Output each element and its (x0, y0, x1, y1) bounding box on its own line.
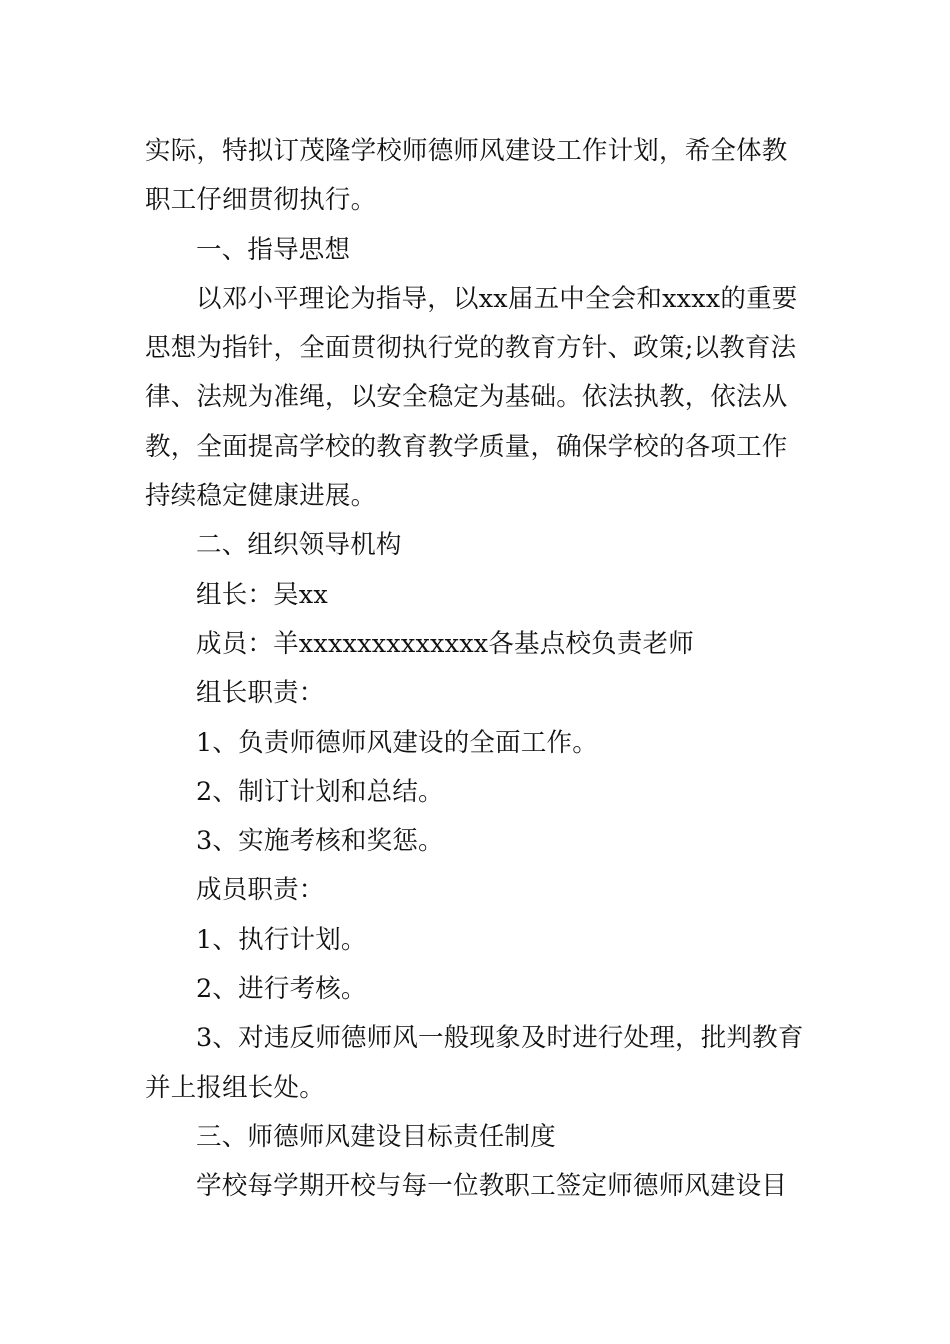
list-item-member-duty-3: 3、对违反师德师风一般现象及时进行处理，批判教育并上报组长处。 (145, 1023, 804, 1103)
document-body (145, 127, 810, 1212)
list-item-member-duty-1: 1、执行计划。 (196, 924, 367, 955)
list-item-leader-duty-1: 1、负责师德师风建设的全面工作。 (196, 727, 598, 758)
paragraph-guiding-ideology: 以邓小平理论为指导，以xx届五中全会和xxxx的重要思想为指针，全面贯彻执行党的教育方针、政策;以教育法律、法规为准绳，以安全稳定为基础。依法执教，依法从教，全面提高学校的教育教学质量，确保学校的各项工作持续稳定健康进展。 (145, 283, 798, 512)
list-item-leader-duty-2: 2、制订计划和总结。 (196, 776, 444, 807)
heading-guiding-ideology: 一、指导思想 (196, 234, 351, 265)
list-item-leader-duty-3: 3、实施考核和奖惩。 (196, 826, 444, 857)
paragraph-responsibility-system: 学校每学期开校与每一位教职工签定师德师风建设目 (196, 1171, 788, 1202)
heading-organization: 二、组织领导机构 (196, 530, 402, 561)
heading-member-duties: 成员职责： (196, 875, 325, 906)
heading-leader-duties: 组长职责： (196, 678, 325, 709)
heading-responsibility-system: 三、师德师风建设目标责任制度 (196, 1121, 556, 1152)
line-team-leader: 组长：吴xx (196, 579, 328, 610)
list-item-member-duty-2: 2、进行考核。 (196, 974, 367, 1005)
paragraph-intro-continued: 实际，特拟订茂隆学校师德师风建设工作计划，希全体教职工仔细贯彻执行。 (145, 136, 788, 216)
line-team-members: 成员：羊xxxxxxxxxxxxx各基点校负责老师 (196, 628, 694, 659)
